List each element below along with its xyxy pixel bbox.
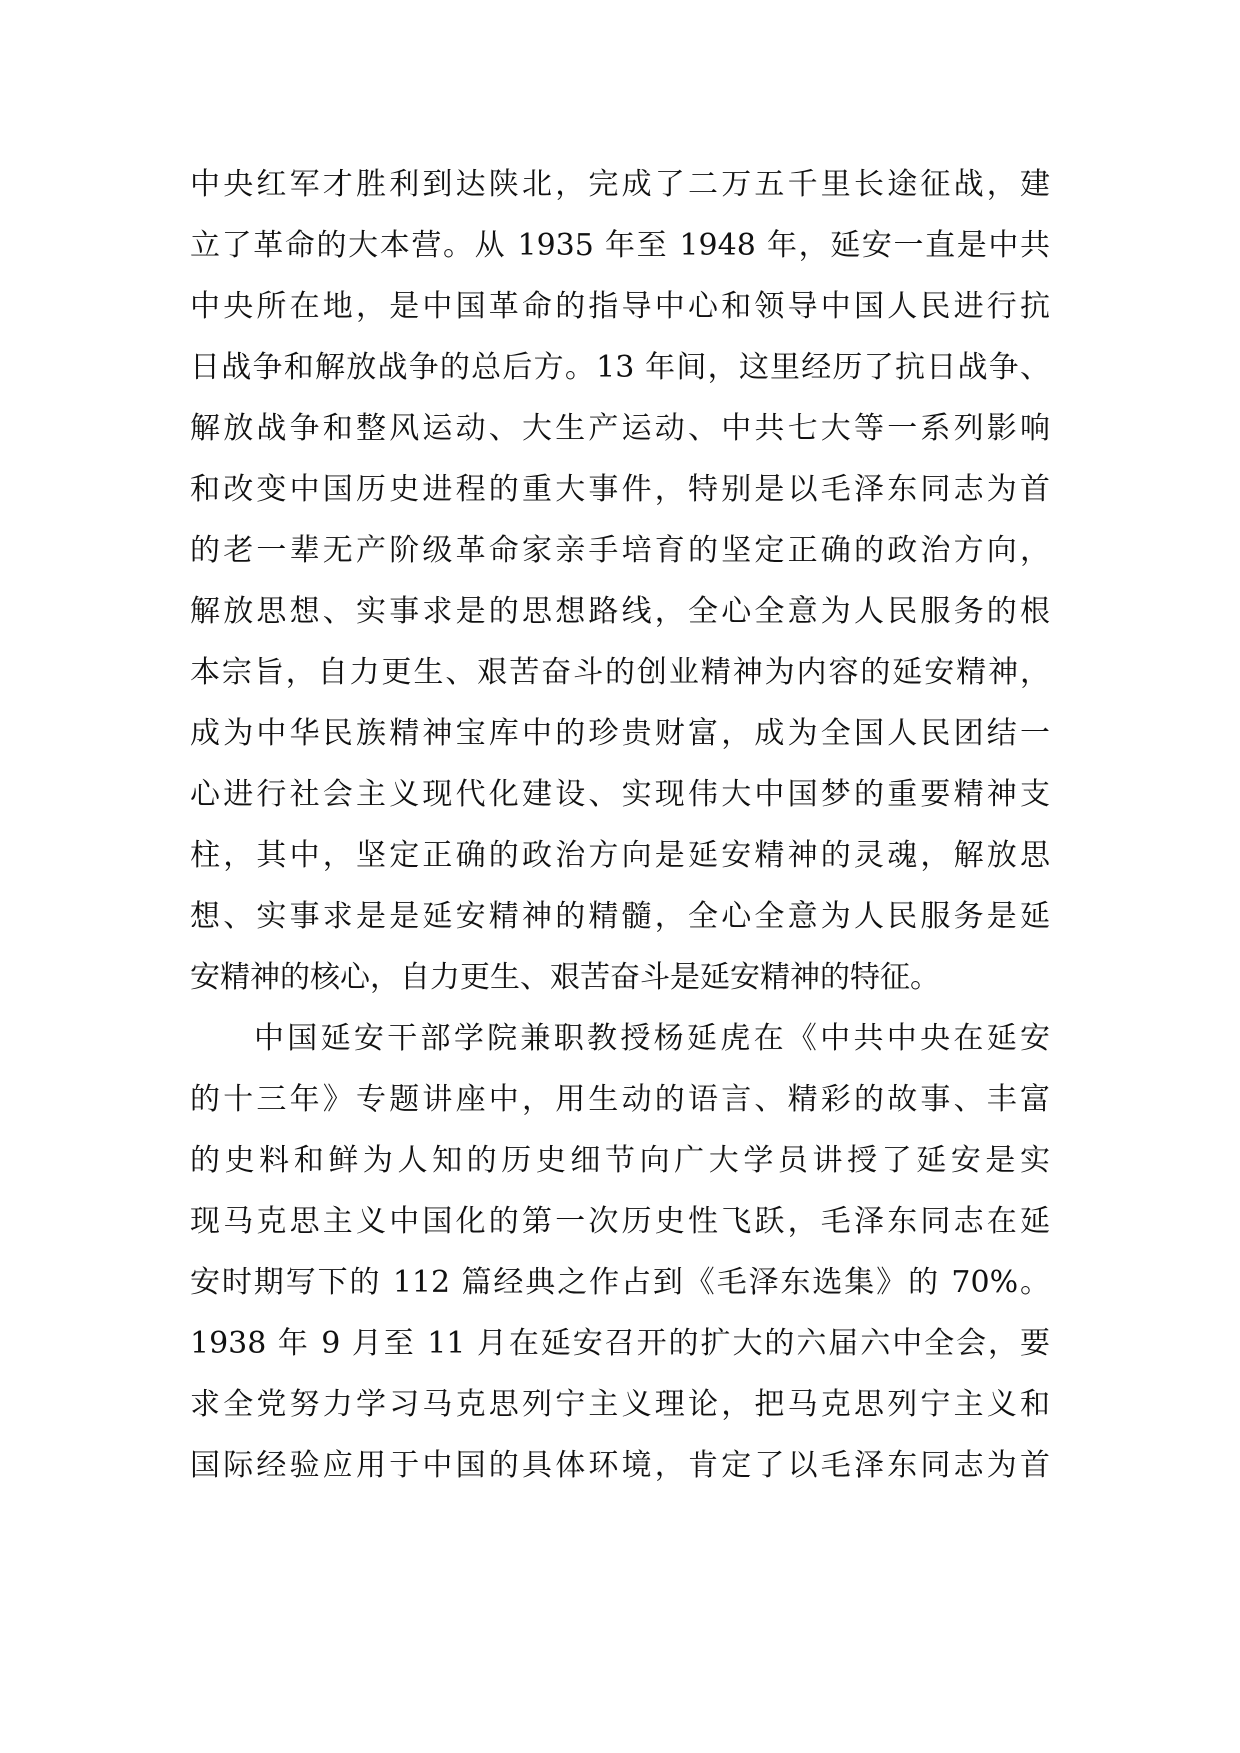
text-line: 国际经验应用于中国的具体环境，肯定了以毛泽东同志为首 xyxy=(190,1448,1050,1483)
text-line: 和改变中国历史进程的重大事件，特别是以毛泽东同志为首 xyxy=(190,472,1050,507)
body-text xyxy=(190,154,1050,1496)
text-line: 中央所在地，是中国革命的指导中心和领导中国人民进行抗 xyxy=(190,289,1050,324)
text-line: 的史料和鲜为人知的历史细节向广大学员讲授了延安是实 xyxy=(190,1143,1050,1178)
text-line: 求全党努力学习马克思列宁主义理论，把马克思列宁主义和 xyxy=(190,1387,1050,1422)
text-line: 想、实事求是是延安精神的精髓，全心全意为人民服务是延 xyxy=(190,899,1050,934)
text-line: 安时期写下的 112 篇经典之作占到《毛泽东选集》的 70%。 xyxy=(190,1265,1050,1300)
text-line: 中央红军才胜利到达陕北，完成了二万五千里长途征战，建 xyxy=(190,167,1050,202)
text-line: 的老一辈无产阶级革命家亲手培育的坚定正确的政治方向， xyxy=(190,533,1050,568)
paragraph-1 xyxy=(190,154,1050,1008)
text-line: 解放思想、实事求是的思想路线，全心全意为人民服务的根 xyxy=(190,594,1050,629)
text-line: 立了革命的大本营。从 1935 年至 1948 年，延安一直是中共 xyxy=(190,228,1050,263)
text-line: 成为中华民族精神宝库中的珍贵财富，成为全国人民团结一 xyxy=(190,716,1050,751)
text-line: 日战争和解放战争的总后方。13 年间，这里经历了抗日战争、 xyxy=(190,350,1050,385)
text-line: 的十三年》专题讲座中，用生动的语言、精彩的故事、丰富 xyxy=(190,1082,1050,1117)
text-line: 1938 年 9 月至 11 月在延安召开的扩大的六届六中全会，要 xyxy=(190,1326,1050,1361)
text-line: 现马克思主义中国化的第一次历史性飞跃，毛泽东同志在延 xyxy=(190,1204,1050,1239)
text-line: 中国延安干部学院兼职教授杨延虎在《中共中央在延安 xyxy=(254,1021,1050,1056)
text-line: 柱，其中，坚定正确的政治方向是延安精神的灵魂，解放思 xyxy=(190,838,1050,873)
text-line: 心进行社会主义现代化建设、实现伟大中国梦的重要精神支 xyxy=(190,777,1050,812)
paragraph-2 xyxy=(190,1008,1050,1496)
text-line: 安精神的核心，自力更生、艰苦奋斗是延安精神的特征。 xyxy=(190,960,940,995)
text-line: 本宗旨，自力更生、艰苦奋斗的创业精神为内容的延安精神， xyxy=(190,655,1050,690)
text-line: 解放战争和整风运动、大生产运动、中共七大等一系列影响 xyxy=(190,411,1050,446)
